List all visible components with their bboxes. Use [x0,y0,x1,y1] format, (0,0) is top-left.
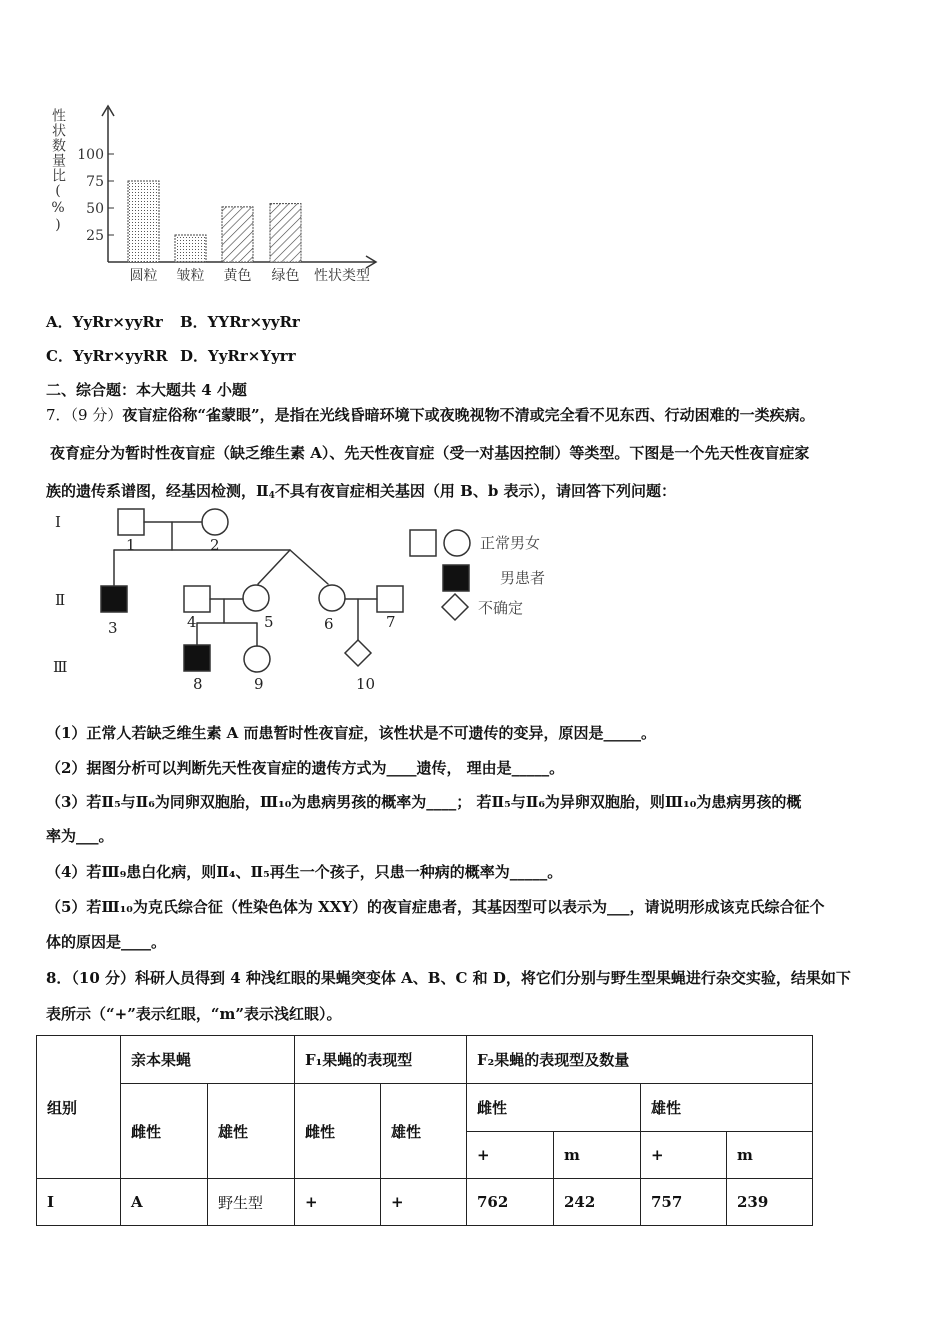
x-tick-label: 绿色 [271,268,300,284]
header-female: 雌性 [121,1084,208,1179]
results-table [36,1035,813,1226]
id-label: 1 [126,536,136,554]
generation-label: Ⅲ [53,658,68,676]
x-tick-label: 皱粒 [176,268,205,284]
individual-9-female [244,646,270,672]
legend-diamond-icon [442,594,468,620]
q7-line1: 夜盲症俗称“雀蒙眼”，是指在光线昏暗环境下或夜晚视物不清或完全看不见东西、行动困难的一类疾病。 [122,406,815,424]
legend-label: 不确定 [478,599,524,617]
option-b: B．YYRr×yyRr [180,313,300,331]
generation-label: Ⅰ [55,513,61,531]
option-a: A．YyRr×yyRr [46,313,163,331]
id-label: 2 [210,536,220,554]
individual-8-affected-male [184,645,210,671]
id-label: 7 [386,613,396,631]
individual-3-affected-male [101,586,127,612]
option-c: C．YyRr×yyRR [46,347,168,365]
generation-label: Ⅱ [55,591,66,609]
header-f2-male: 雄性 [641,1084,813,1132]
y-tick-label: 50 [86,201,104,217]
x-axis-label: 性状类型 [314,268,370,284]
header-m: m [727,1132,813,1179]
x-tick-label: 圆粒 [129,268,158,284]
q7-sub3: （3）若Ⅱ₅与Ⅱ₆为同卵双胞胎，Ⅲ₁₀为患病男孩的概率为____； 若Ⅱ₅与Ⅱ₆为异卵双胞胎，则Ⅲ₁₀为患病男孩的概 [46,793,802,811]
individual-4-male [184,586,210,612]
id-label: 3 [108,619,118,637]
header-m: m [554,1132,641,1179]
header-plus: + [467,1132,554,1179]
header-group: 组别 [37,1036,121,1179]
cell: 242 [554,1179,641,1226]
y-tick-label: 25 [86,228,104,244]
q7-sub4: （4）若Ⅲ₉患白化病，则Ⅱ₄、Ⅱ₅再生一个孩子，只患一种病的概率为_____。 [46,863,563,881]
x-tick-label: 黄色 [223,268,252,284]
cell: 762 [467,1179,554,1226]
q7-sub1: （1）正常人若缺乏维生素 A 而患暂时性夜盲症，该性状是不可遗传的变异，原因是_____。 [46,724,657,742]
individual-7-male [377,586,403,612]
individual-1-male [118,509,144,535]
y-tick-label: 75 [86,174,104,190]
id-label: 5 [264,613,274,631]
q7-sub5: （5）若Ⅲ₁₀为克氏综合征（性染色体为 XXY）的夜盲症患者，其基因型可以表示为___，请说明形成该克氏综合征个 [46,898,825,916]
cell: 野生型 [208,1179,295,1226]
header-male: 雄性 [208,1084,295,1179]
option-d: D．YyRr×Yyrr [180,347,296,365]
q7-line3b: 不具有夜盲症相关基因（用 B、b 表示），请回答下列问题： [274,482,677,500]
y-tick-label: 100 [77,147,104,163]
header-parent: 亲本果蝇 [121,1036,295,1084]
individual-10-uncertain [345,640,371,666]
cell: 239 [727,1179,813,1226]
q7-line3a: 族的遗传系谱图，经基因检测，Ⅱ [46,482,269,500]
id-label: 8 [193,675,203,693]
q7-line2: 夜育症分为暂时性夜盲症（缺乏维生素 A）、先天性夜盲症（受一对基因控制）等类型。下图是一个先天性夜盲症家 [50,444,810,462]
y-axis-label: 性状数量比(%) [50,108,66,234]
legend-filled-square-icon [443,565,469,591]
q7-sub5-cont: 体的原因是____。 [46,933,167,951]
id-label: 9 [254,675,264,693]
cell: I [37,1179,121,1226]
header-f1-male: 雄性 [381,1084,467,1179]
section-heading: 二、综合题：本大题共 4 小题 [46,381,247,399]
q8-line2: 表所示（“+”表示红眼，“m”表示浅红眼）。 [46,1005,342,1023]
subscript: 4 [268,491,275,501]
header-f2: F₂果蝇的表现型及数量 [467,1036,813,1084]
q8-line1: 8．（10 分）科研人员得到 4 种浅红眼的果蝇突变体 A、B、C 和 D，将它们分别与野生型果蝇进行杂交实验，结果如下 [46,969,851,987]
legend-label: 正常男女 [480,534,541,552]
legend-circle-icon [444,530,470,556]
legend-label: 男患者 [500,569,546,587]
cell: 757 [641,1179,727,1226]
cell: + [381,1179,467,1226]
header-f2-female: 雌性 [467,1084,641,1132]
header-plus: + [641,1132,727,1179]
id-label: 6 [324,615,334,633]
individual-2-female [202,509,228,535]
q7-sub2: （2）据图分析可以判断先天性夜盲症的遗传方式为____遗传， 理由是_____。 [46,759,565,777]
header-f1: F₁果蝇的表现型 [295,1036,467,1084]
header-f1-female: 雌性 [295,1084,381,1179]
individual-6-female [319,585,345,611]
q7-sub3-cont: 率为___。 [46,827,114,845]
cell: A [121,1179,208,1226]
legend-square-icon [410,530,436,556]
id-label: 4 [187,613,197,631]
question-number: 7．（9 分） [46,406,123,424]
pedigree-diagram [0,0,600,720]
id-label: 10 [356,675,376,693]
individual-5-female [243,585,269,611]
cell: + [295,1179,381,1226]
table-row [37,1179,813,1226]
